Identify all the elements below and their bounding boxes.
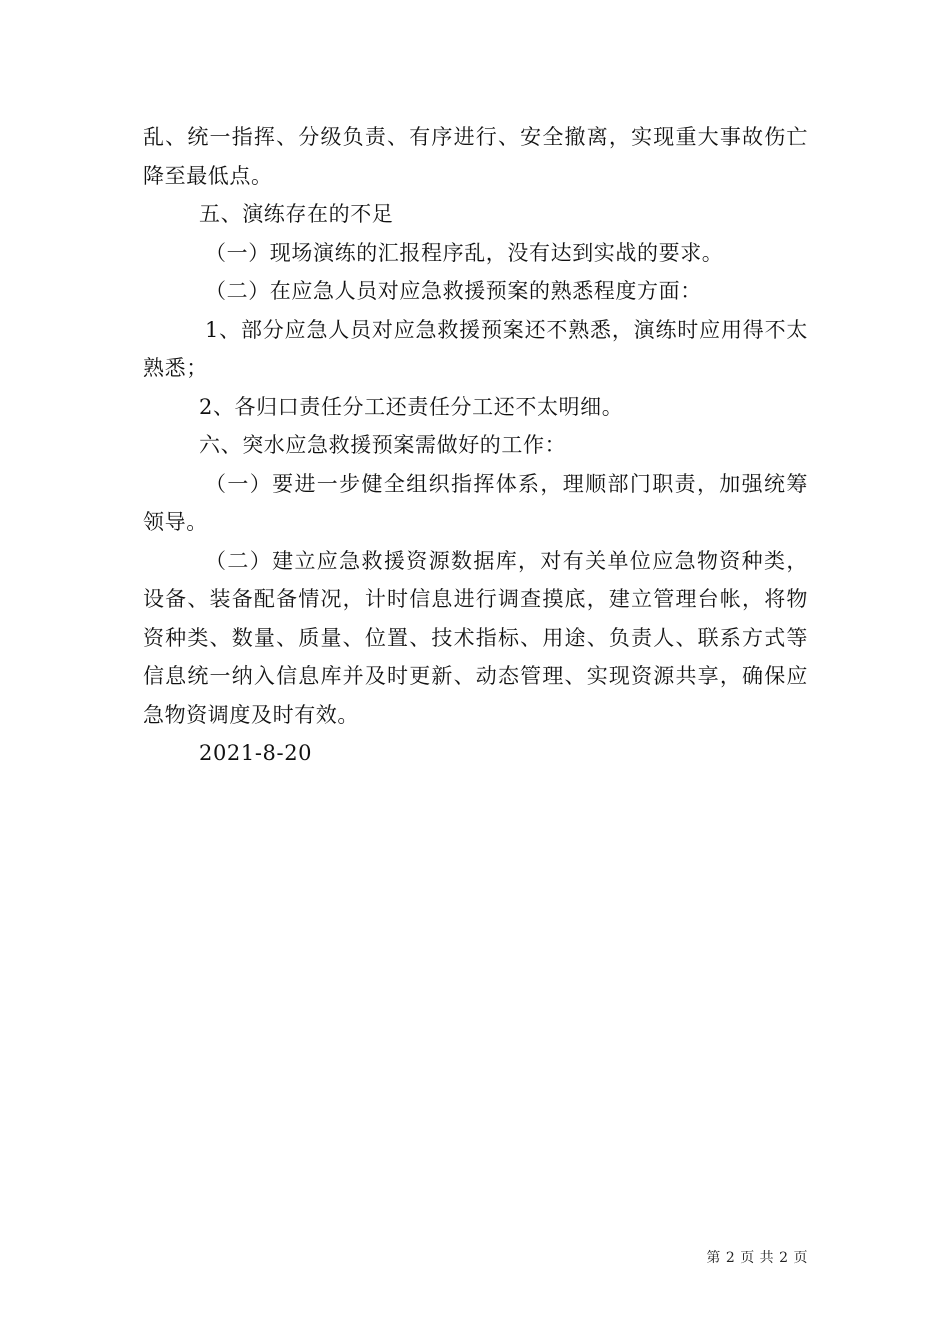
- document-date: 2021-8-20: [199, 741, 313, 765]
- page-number-footer: 第 2 页 共 2 页: [706, 1250, 808, 1266]
- section-heading-five: 五、演练存在的不足: [199, 202, 394, 226]
- paragraph-task-one: （一）要进一步健全组织指挥体系，理顺部门职责，加强统筹领导。: [143, 471, 808, 534]
- paragraph-item-two: （二）在应急人员对应急救援预案的熟悉程度方面：: [205, 279, 702, 303]
- section-heading-six: 六、突水应急救援预案需做好的工作：: [199, 433, 567, 457]
- paragraph-sub-item-two: 2、各归口责任分工还责任分工还不太明细。: [199, 394, 624, 419]
- paragraph-item-one: （一）现场演练的汇报程序乱，没有达到实战的要求。: [205, 240, 724, 265]
- paragraph-sub-item-one: 1、部分应急人员对应急救援预案还不熟悉，演练时应用得不太熟悉；: [143, 317, 808, 380]
- document-body: [143, 118, 808, 773]
- paragraph-task-two: （二）建立应急救援资源数据库，对有关单位应急物资种类，设备、装备配备情况，计时信息进行调查摸底，建立管理台帐，将物资种类、数量、质量、位置、技术指标、用途、负责人、联系方式等信息统一纳入信息库并及时更新、动态管理、实现资源共享，确保应急物资调度及时有效。: [143, 548, 808, 727]
- paragraph-continuation: 乱、统一指挥、分级负责、有序进行、安全撤离，实现重大事故伤亡降至最低点。: [143, 125, 808, 188]
